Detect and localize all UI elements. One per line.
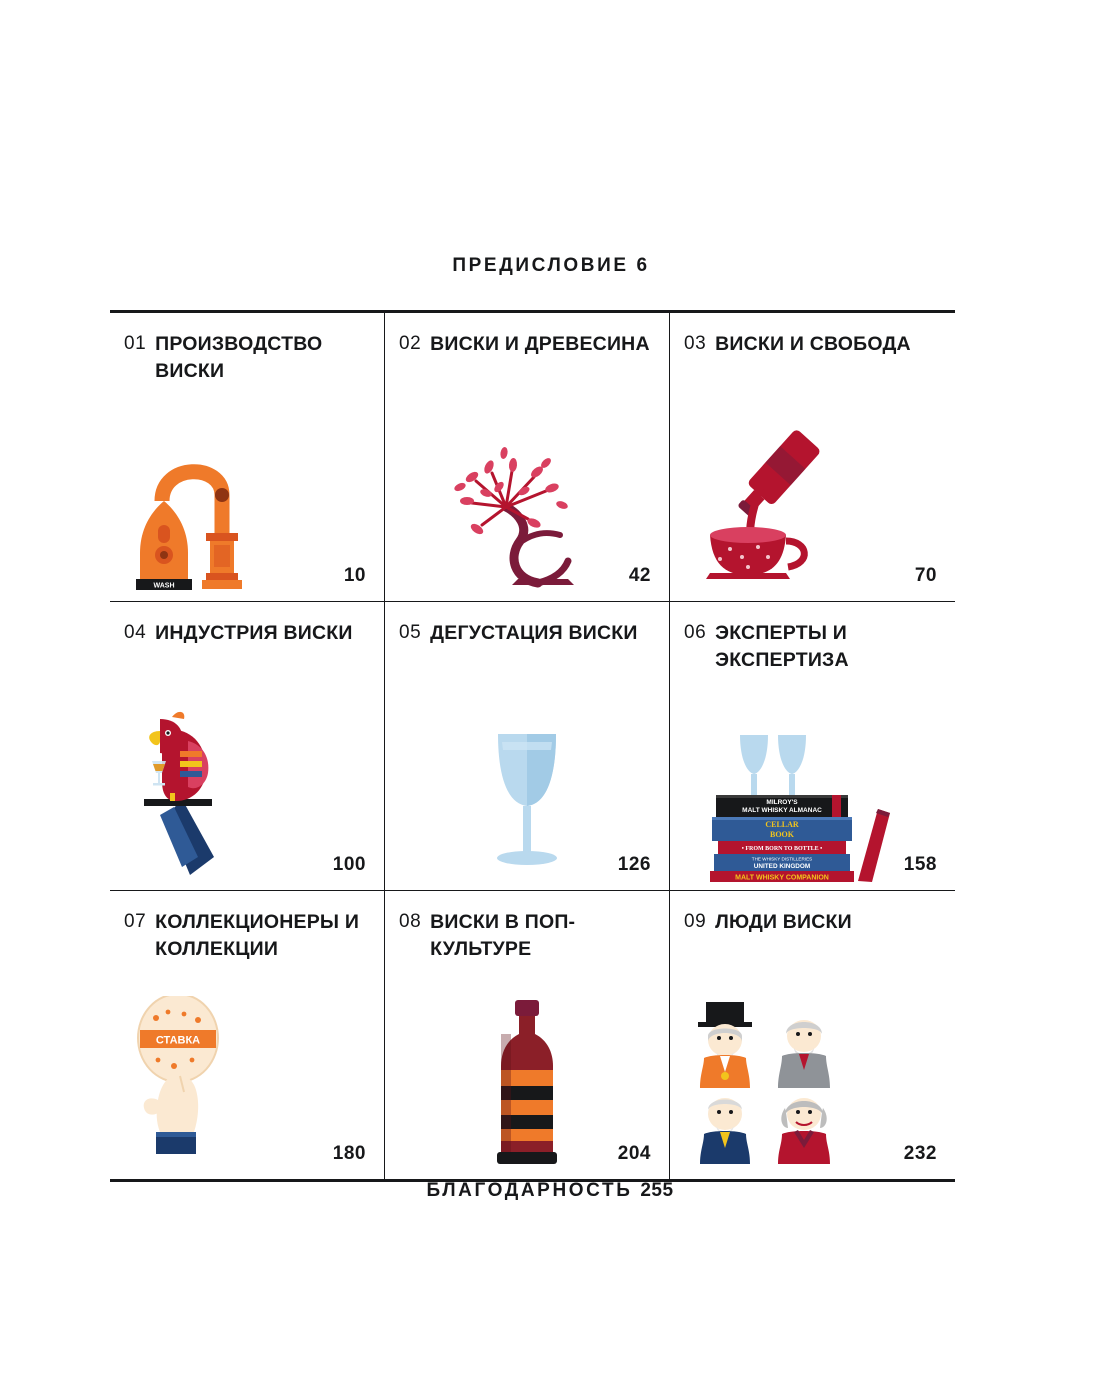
chapter-header bbox=[399, 620, 651, 647]
chapter-title: ЭКСПЕРТЫ И ЭКСПЕРТИЗА bbox=[715, 622, 849, 671]
chapter-number: 03 bbox=[684, 333, 707, 354]
chapter-number: 07 bbox=[124, 911, 147, 932]
chapter-header bbox=[124, 620, 366, 647]
foreword-label: ПРЕДИСЛОВИЕ bbox=[452, 255, 629, 276]
foreword-heading bbox=[0, 255, 1100, 277]
chapter-cell-09[interactable] bbox=[670, 891, 955, 1179]
chapter-number: 01 bbox=[124, 333, 147, 354]
chapter-number: 02 bbox=[399, 333, 422, 354]
chapter-title: КОЛЛЕКЦИОНЕРЫ И КОЛЛЕКЦИИ bbox=[155, 911, 360, 960]
table-of-contents bbox=[110, 310, 955, 1182]
chapter-title: ДЕГУСТАЦИЯ ВИСКИ bbox=[430, 622, 638, 644]
chapter-title: ИНДУСТРИЯ ВИСКИ bbox=[155, 622, 353, 644]
chapter-header bbox=[684, 620, 937, 674]
chapter-title: ВИСКИ И ДРЕВЕСИНА bbox=[430, 333, 650, 355]
chapter-cell-01[interactable] bbox=[110, 313, 385, 601]
chapter-cell-04[interactable] bbox=[110, 602, 385, 890]
chapter-page: 126 bbox=[617, 854, 651, 875]
chapter-number: 05 bbox=[399, 622, 422, 643]
foreword-page: 6 bbox=[636, 255, 648, 276]
chapter-number: 06 bbox=[684, 622, 707, 643]
chapter-header bbox=[124, 331, 366, 385]
chapter-number: 08 bbox=[399, 911, 422, 932]
chapter-page: 10 bbox=[343, 565, 366, 586]
book-title-5: MALT WHISKY COMPANION bbox=[735, 874, 829, 882]
book-title-2a: CELLAR bbox=[765, 820, 799, 829]
acknowledgement-page: 255 bbox=[640, 1180, 674, 1201]
chapter-cell-05[interactable] bbox=[385, 602, 670, 890]
paddle-label: СТАВКА bbox=[155, 1034, 201, 1047]
chapter-header bbox=[399, 909, 651, 963]
pouring-bottle-teacup-icon bbox=[670, 408, 955, 593]
bonsai-tree-icon bbox=[385, 408, 669, 593]
chapter-page: 232 bbox=[903, 1143, 937, 1164]
chapter-page: 100 bbox=[332, 854, 366, 875]
still-label: WASH bbox=[153, 582, 175, 590]
chapter-page: 70 bbox=[914, 565, 937, 586]
chapter-number: 09 bbox=[684, 911, 707, 932]
chapter-page: 204 bbox=[617, 1143, 651, 1164]
chapter-page: 180 bbox=[332, 1143, 366, 1164]
book-title-3: • FROM BORN TO BOTTLE • bbox=[741, 846, 823, 852]
chapter-cell-08[interactable] bbox=[385, 891, 670, 1179]
chapter-page: 158 bbox=[903, 854, 937, 875]
book-title-1a: MILROY'S bbox=[766, 799, 798, 806]
book-title-4a: THE WHISKY DISTILLERIES bbox=[751, 856, 813, 862]
chapter-title: ПРОИЗВОДСТВО ВИСКИ bbox=[155, 333, 323, 382]
chapter-cell-03[interactable] bbox=[670, 313, 955, 601]
toc-row bbox=[110, 313, 955, 602]
chapter-title: ВИСКИ В ПОП-КУЛЬТУРЕ bbox=[430, 911, 576, 960]
chapter-header bbox=[684, 331, 937, 358]
chapter-header bbox=[684, 909, 937, 936]
acknowledgement-heading bbox=[0, 1180, 1100, 1202]
chapter-cell-06[interactable] bbox=[670, 602, 955, 890]
book-title-1b: MALT WHISKY ALMANAC bbox=[742, 807, 822, 814]
chapter-title: ЛЮДИ ВИСКИ bbox=[715, 911, 852, 933]
chapter-cell-02[interactable] bbox=[385, 313, 670, 601]
book-title-4b: UNITED KINGDOM bbox=[753, 863, 811, 870]
chapter-header bbox=[124, 909, 366, 963]
acknowledgement-label: БЛАГОДАРНОСТЬ bbox=[426, 1180, 633, 1201]
toc-row bbox=[110, 602, 955, 891]
chapter-number: 04 bbox=[124, 622, 147, 643]
chapter-header bbox=[399, 331, 651, 358]
chapter-cell-07[interactable] bbox=[110, 891, 385, 1179]
book-title-2b: BOOK bbox=[769, 830, 795, 839]
chapter-title: ВИСКИ И СВОБОДА bbox=[715, 333, 911, 355]
toc-row bbox=[110, 891, 955, 1179]
chapter-page: 42 bbox=[628, 565, 651, 586]
